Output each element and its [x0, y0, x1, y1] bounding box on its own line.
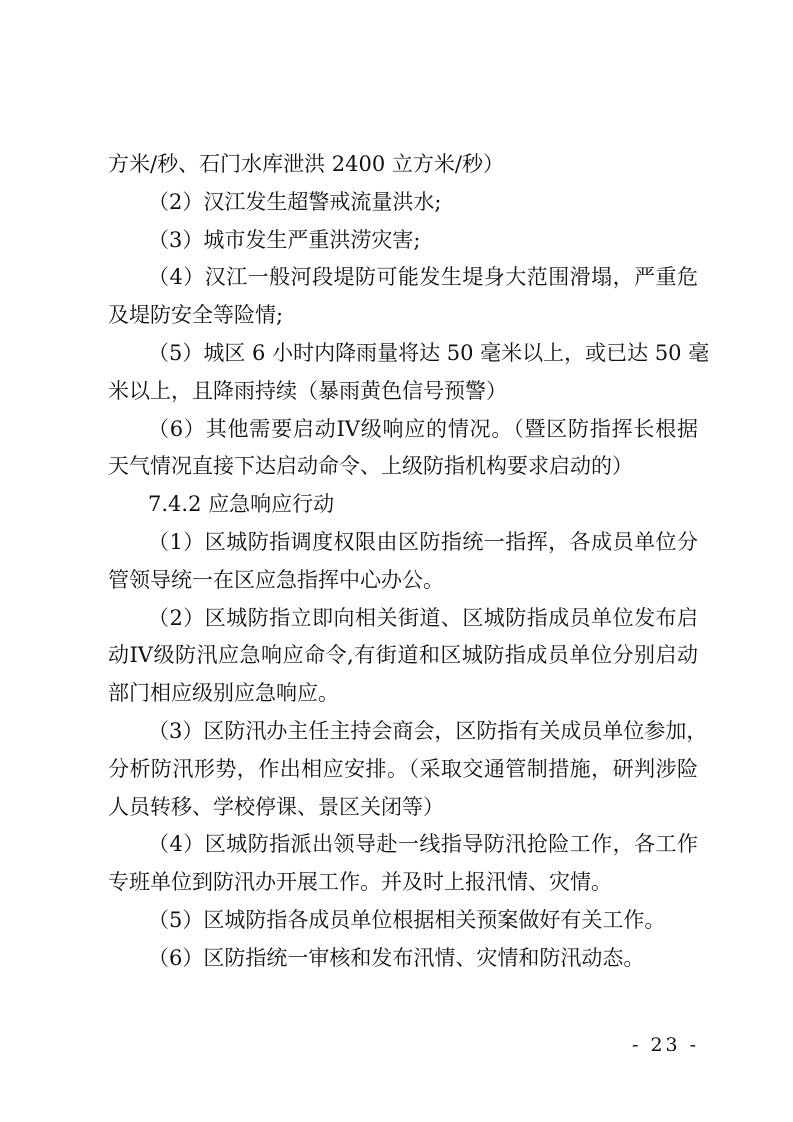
list-item: （6）其他需要启动IV级响应的情况。（暨区防指挥长根据: [148, 416, 698, 441]
text-line: 专班单位到防汛办开展工作。并及时上报汛情、灾情。: [108, 870, 612, 895]
text-line: 方米/秒、石门水库泄洪 2400 立方米/秒）: [108, 152, 504, 176]
text-line: 管领导统一在区应急指挥中心办公。: [108, 567, 444, 592]
list-item: （3）区防汛办主任主持会商会，区防指有关成员单位参加，: [148, 718, 708, 743]
list-item: （6）区防指统一审核和发布汛情、灾情和防汛动态。: [148, 945, 645, 970]
document-body: [108, 146, 710, 978]
list-item: （1）区城防指调度权限由区防指统一指挥，各成员单位分: [148, 529, 698, 554]
list-item: （5）城区 6 小时内降雨量将达 50 毫米以上，或已达 50 毫: [148, 340, 710, 365]
text-line: 天气情况直接下达启动命令、上级防指机构要求启动的）: [108, 454, 633, 479]
text-line: 部门相应级别应急响应。: [108, 681, 339, 706]
text-line: 人员转移、学校停课、景区关闭等）: [108, 794, 444, 819]
list-item: （4）区城防指派出领导赴一线指导防汛抢险工作，各工作: [148, 832, 698, 857]
text-line: 及堤防安全等险情;: [108, 303, 284, 328]
text-line: 分析防汛形势，作出相应安排。（采取交通管制措施，研判涉险: [108, 756, 698, 781]
page-number: - 23 -: [632, 1034, 700, 1056]
list-item: （4）汉江一般河段堤防可能发生堤身大范围滑塌，严重危: [148, 265, 698, 290]
text-line: 动IV级防汛应急响应命令,有街道和区城防指成员单位分别启动: [108, 643, 698, 668]
list-item: （2）汉江发生超警戒流量洪水;: [148, 189, 442, 214]
list-item: （5）区城防指各成员单位根据相关预案做好有关工作。: [148, 907, 666, 932]
section-heading: 7.4.2 应急响应行动: [148, 492, 335, 517]
text-line: 米以上，且降雨持续（暴雨黄色信号预警）: [108, 378, 507, 403]
list-item: （2）区城防指立即向相关街道、区城防指成员单位发布启: [148, 605, 698, 630]
list-item: （3）城市发生严重洪涝灾害;: [148, 227, 421, 252]
